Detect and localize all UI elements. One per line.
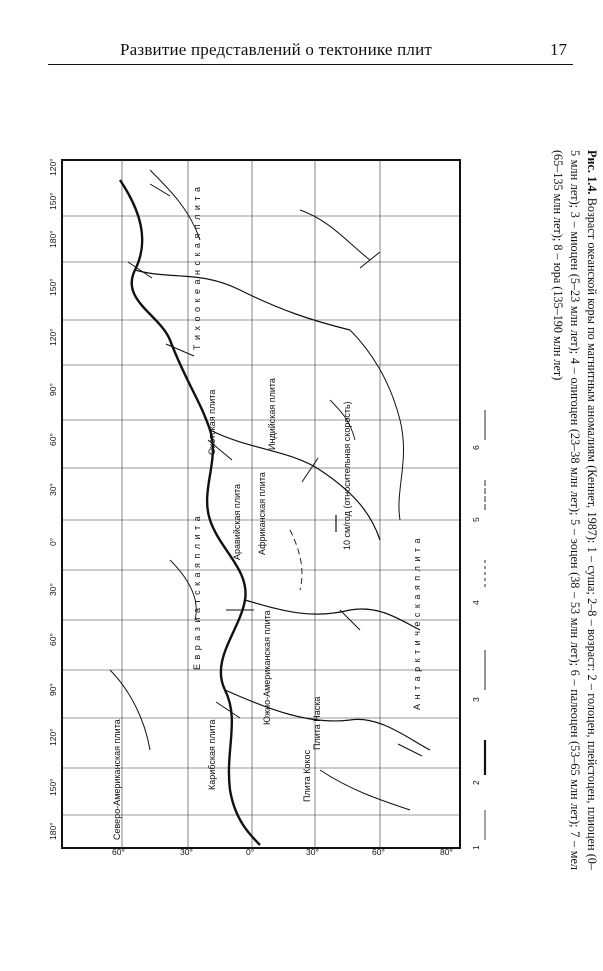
label-indian-plate: Индийская плита [267,378,277,450]
lon-tick: 180° [48,822,58,840]
label-cocos-plate: Плита Кокос [302,749,312,802]
label-antarctic-plate: А н т а р к т и ч е с к а я п л и т а [412,537,422,710]
legend-item: 1 [471,845,481,850]
legend-item: 5 [471,517,481,522]
longitude-ticks [48,158,58,840]
page-number: 17 [550,40,567,59]
lat-tick: 60° [112,847,125,857]
legend-item: 4 [471,600,481,605]
lon-tick: 90° [48,383,58,396]
lat-tick: 80° [440,847,453,857]
legend-item: 3 [471,697,481,702]
lon-tick: 30° [48,483,58,496]
lat-tick: 60° [372,847,385,857]
legend-item: 2 [471,780,481,785]
label-nazca-plate: Плита Наска [312,696,322,750]
lon-tick: 150° [48,778,58,796]
scale-label: 10 см/год (относительная скорость) [342,401,352,550]
figure-map [50,150,470,855]
caption-paragraph [549,150,600,870]
lat-tick: 30° [180,847,193,857]
lon-tick: 150° [48,278,58,296]
label-arabian-plate: Аравийская плита [232,483,242,560]
header-title: Развитие представлений о тектонике плит [120,40,433,59]
label-okhotsk-plate: Охотская плита [207,389,217,455]
legend-item: 6 [471,445,481,450]
figure-caption [508,150,600,870]
lon-tick: 150° [48,192,58,210]
lat-tick: 0° [246,847,255,857]
lon-tick: 180° [48,230,58,248]
running-header [48,40,573,64]
lon-tick: 120° [48,158,58,176]
label-south-american-plate: Южно-Американская плита [262,610,272,725]
lon-tick: 120° [48,328,58,346]
label-north-american-plate: Северо-Американская плита [112,719,122,840]
lat-tick: 30° [306,847,319,857]
label-caribbean-plate: Карибская плита [207,719,217,790]
label-african-plate: Африканская плита [257,472,267,555]
header-rule [48,64,573,65]
caption-text: Возраст океанской коры по магнитным аномалиям (Кеннет, 1987): 1 – суша; 2–8 – возраст: 2 – голоцен, плейстоцен, плиоцен (0–5 млн лет); 3 – миоцен (5–23 млн лет); 4 – олигоцен (23–38 млн лет); 5 – эоцен (38 – 53 млн лет); 6 – палеоцен (53–65 млн лет); 7 – мел (65–135 млн лет); 8 – юра (135–190 млн лет) [551,150,599,870]
lon-tick: 0° [48,537,58,546]
lon-tick: 60° [48,433,58,446]
lon-tick: 90° [48,683,58,696]
caption-label: Рис. 1.4. [585,150,599,195]
lon-tick: 120° [48,728,58,746]
label-pacific-plate: Т и х о о к е а н с к а я п л и т а [192,185,202,350]
label-eurasian-plate: Е в р а з и а т с к а я п л и т а [192,515,202,670]
lon-tick: 60° [48,633,58,646]
lon-tick: 30° [48,583,58,596]
legend-strip [471,150,496,855]
